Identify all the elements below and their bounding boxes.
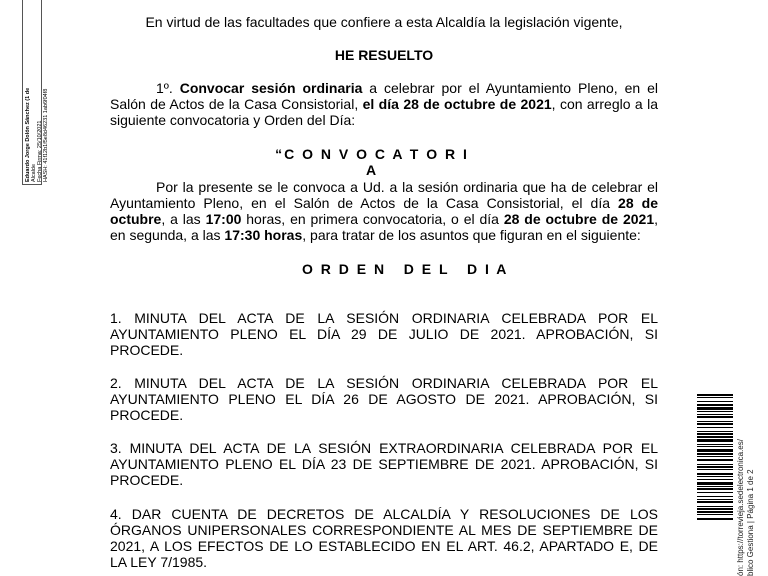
barcode-bar xyxy=(697,501,733,503)
barcode-bar xyxy=(697,486,733,487)
barcode xyxy=(697,394,733,576)
signer-name: Eduardo Jorge Dolón Sánchez (1 de xyxy=(25,87,31,182)
barcode-bar xyxy=(697,514,733,515)
agenda-item-3-line-3: PROCEDE. xyxy=(110,472,184,488)
page-indicator: blico Gestiona | Página 1 de 2 xyxy=(746,469,755,576)
agenda-item-3-line-2: AYUNTAMIENTO PLENO EL DÍA 23 DE SEPTIEMBRE DE 2021. APROBACIÓN, SI xyxy=(110,456,658,472)
barcode-bar xyxy=(697,459,733,461)
agenda-item-2-line-2: AYUNTAMIENTO PLENO EL DÍA 26 DE AGOSTO DE 2021. APROBACIÓN, SI xyxy=(110,391,658,407)
barcode-bar xyxy=(697,473,733,475)
agenda-item-3-line-1: 3. MINUTA DEL ACTA DE LA SESIÓN EXTRAORDINARIA CELEBRADA POR EL xyxy=(110,440,658,456)
barcode-bar xyxy=(697,431,733,432)
barcode-bar xyxy=(697,414,733,415)
barcode-bar xyxy=(697,511,733,513)
barcode-bar xyxy=(697,407,733,410)
paragraph-1-line-1: 1º. Convocar sesión ordinaria a celebrar por el Ayuntamiento Pleno, en el xyxy=(156,80,658,96)
barcode-bar xyxy=(697,446,733,447)
paragraph-2-line-2: Ayuntamiento Pleno, en el Salón de Actos de la Casa Consistorial, el día 28 de xyxy=(110,195,658,211)
barcode-bar xyxy=(697,421,733,422)
barcode-bar xyxy=(697,518,733,520)
barcode-bar xyxy=(697,508,733,510)
paragraph-2-line-3: octubre, a las 17:00 horas, en primera convocatoria, o el día 28 de octubre de 2021, xyxy=(110,211,658,227)
barcode-bar xyxy=(697,456,733,457)
agenda-item-2-line-3: PROCEDE. xyxy=(110,407,184,423)
sign-hash: HASH: 41f12b1f5e8d46231 1ab6f04f8 xyxy=(43,88,49,182)
barcode-bar xyxy=(697,506,733,507)
agenda-item-1-line-1: 1. MINUTA DEL ACTA DE LA SESIÓN ORDINARIA CELEBRADA POR EL xyxy=(110,310,658,326)
orden-heading: O R D E N D E L D I A xyxy=(302,261,509,277)
barcode-bar xyxy=(697,496,733,497)
agenda-item-1-line-2: AYUNTAMIENTO PLENO EL DÍA 29 DE JULIO DE 2021. APROBACIÓN, SI xyxy=(110,326,658,342)
paragraph-2-line-1: Por la presente se le convoca a Ud. a la sesión ordinaria que ha de celebrar el xyxy=(156,179,658,195)
barcode-bar xyxy=(697,499,733,500)
agenda-item-4-line-3: 2021, A LOS EFECTOS DE LO ESTABLECIDO EN EL ART. 46.2, APARTADO E, DE xyxy=(110,538,658,554)
convocatoria-heading: “C O N V O C A T O R I A xyxy=(275,146,469,178)
barcode-bar xyxy=(697,469,733,470)
barcode-bar xyxy=(697,401,733,402)
signer-role: Alcalde xyxy=(31,163,37,182)
barcode-bar xyxy=(697,439,733,442)
verification-text xyxy=(736,439,756,576)
paragraph-1-line-3: siguiente convocatoria y Orden del Día: xyxy=(110,112,356,128)
resuelto-heading: HE RESUELTO xyxy=(334,47,434,63)
barcode-bar xyxy=(697,492,733,493)
barcode-bar xyxy=(697,423,733,425)
barcode-bar xyxy=(697,416,733,418)
barcode-bar xyxy=(697,488,733,490)
sign-date: Fecha Firma: 25/10/2021 xyxy=(37,120,43,182)
barcode-bar xyxy=(697,436,733,438)
barcode-bar xyxy=(697,427,733,428)
agenda-item-4-line-4: LA LEY 7/1985. xyxy=(110,554,208,570)
barcode-bar xyxy=(697,397,733,398)
agenda-item-4-line-2: ÓRGANOS UNIPERSONALES CORRESPONDIENTE AL MES DE SEPTIEMBRE DE xyxy=(110,522,658,538)
paragraph-1-line-2: Salón de Actos de la Casa Consistorial, el día 28 de octubre de 2021, con arreglo a la xyxy=(110,96,658,112)
barcode-bar xyxy=(697,482,733,485)
verification-url: ón: https://torrevieja.sedelectronica.es/ xyxy=(736,439,745,576)
barcode-bar xyxy=(697,444,733,445)
barcode-bar xyxy=(697,394,733,396)
barcode-bar xyxy=(697,404,733,406)
barcode-bar xyxy=(697,449,733,452)
signature-text xyxy=(25,0,49,182)
paragraph-2-line-4: en segunda, a las 17:30 horas, para tratar de los asuntos que figuran en el siguiente: xyxy=(110,227,641,243)
barcode-bar xyxy=(697,476,733,477)
agenda-item-4-line-1: 4. DAR CUENTA DE DECRETOS DE ALCALDÍA Y RESOLUCIONES DE LOS xyxy=(110,506,658,522)
agenda-item-1-line-3: PROCEDE. xyxy=(110,342,184,358)
barcode-bar xyxy=(697,479,733,480)
barcode-bar xyxy=(697,433,733,435)
agenda-item-2-line-1: 2. MINUTA DEL ACTA DE LA SESIÓN ORDINARIA CELEBRADA POR EL xyxy=(110,375,658,391)
barcode-bar xyxy=(697,411,733,412)
barcode-bar xyxy=(697,466,733,468)
barcode-bar xyxy=(697,453,733,455)
barcode-bar xyxy=(697,464,733,465)
intro-text: En virtud de las facultades que confiere a esta Alcaldía la legislación vigente, xyxy=(145,14,623,30)
